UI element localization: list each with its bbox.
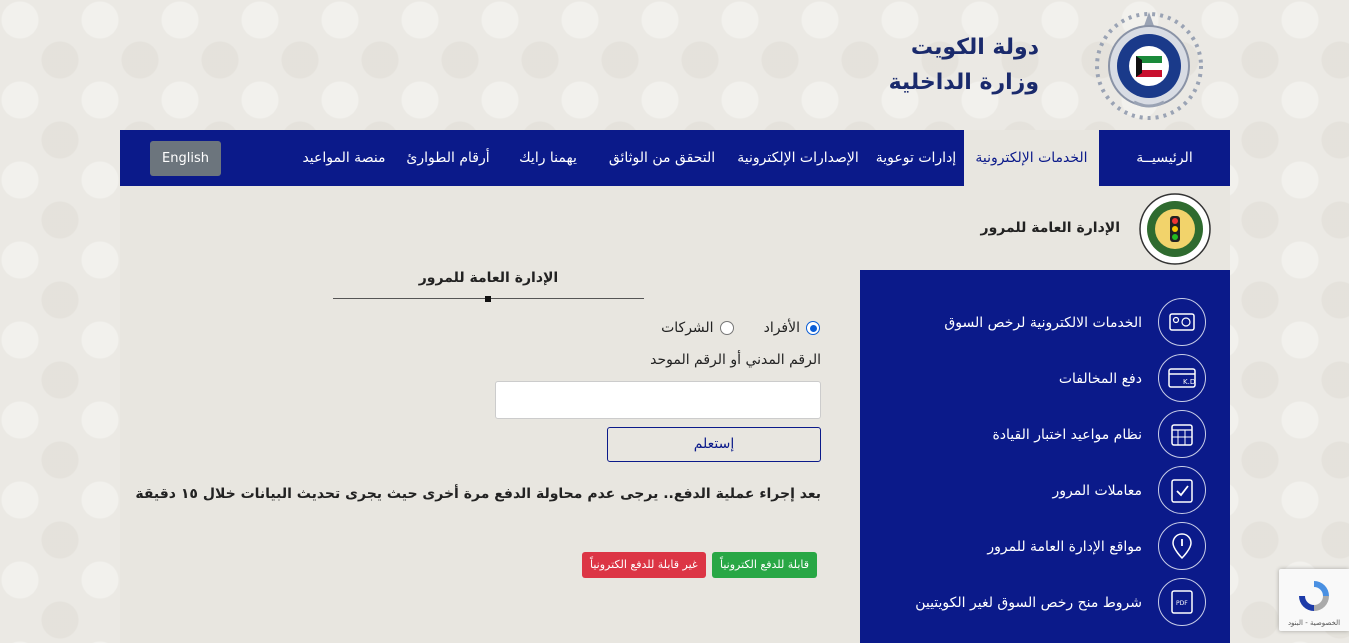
radio-individuals-label[interactable]: الأفراد: [763, 320, 800, 336]
pdf-document-icon: [1158, 578, 1206, 626]
service-label: دفع المخالفات: [1058, 371, 1142, 387]
customer-type-radios: [661, 320, 820, 336]
recaptcha-icon: [1295, 577, 1333, 615]
service-traffic-transactions[interactable]: [866, 466, 1206, 516]
not-payable-online-badge: غير قابلة للدفع الكترونياً: [582, 552, 706, 578]
radio-companies[interactable]: [720, 321, 734, 335]
nav-e-services[interactable]: الخدمات الإلكترونية: [964, 130, 1099, 186]
department-header: [860, 186, 1230, 270]
recaptcha-badge[interactable]: [1279, 569, 1349, 631]
civil-id-label: الرقم المدني أو الرقم الموحد: [650, 352, 821, 368]
license-card-icon: [1158, 298, 1206, 346]
service-license-conditions[interactable]: [866, 578, 1206, 628]
kd-card-icon: [1158, 354, 1206, 402]
ministry-line-1: دولة الكويت: [910, 35, 1039, 60]
payment-notice: بعد إجراء عملية الدفع.. يرجى عدم محاولة الدفع مرة أخرى حيث يجرى تحديث البيانات خلال ١٥ دقيقة: [135, 486, 821, 502]
payable-online-badge: قابلة للدفع الكترونياً: [712, 552, 817, 578]
civil-id-input[interactable]: [495, 381, 821, 419]
service-label: مواقع الإدارة العامة للمرور: [987, 539, 1142, 555]
service-pay-fines[interactable]: [866, 354, 1206, 404]
svg-text:PDF: PDF: [1176, 600, 1188, 607]
nav-feedback[interactable]: يهمنا رايك: [519, 150, 577, 166]
nav-emergency-numbers[interactable]: أرقام الطوارئ: [406, 150, 490, 166]
nav-verify-documents[interactable]: التحقق من الوثائق: [608, 150, 716, 166]
title-divider-dot: [485, 296, 491, 302]
map-pin-icon: [1158, 522, 1206, 570]
nav-home[interactable]: الرئيسيــة: [1136, 150, 1193, 166]
form-title: الإدارة العامة للمرور: [418, 270, 559, 286]
service-label: شروط منح رخص السوق لغير الكويتيين: [915, 595, 1142, 611]
kuwait-police-logo[interactable]: [1094, 4, 1204, 124]
traffic-department-logo: [1138, 192, 1212, 266]
services-panel: [860, 270, 1230, 643]
nav-e-publications[interactable]: الإصدارات الإلكترونية: [737, 150, 859, 166]
service-label: معاملات المرور: [1052, 483, 1142, 499]
query-button[interactable]: إستعلم: [607, 427, 821, 462]
nav-awareness[interactable]: إدارات توعوية: [875, 150, 957, 166]
service-label: الخدمات الالكترونية لرخص السوق: [944, 315, 1142, 331]
radio-companies-label[interactable]: الشركات: [661, 320, 714, 336]
ministry-line-2: وزارة الداخلية: [888, 70, 1039, 95]
service-locations[interactable]: [866, 522, 1206, 572]
english-language-button[interactable]: English: [150, 141, 221, 176]
main-navigation: [120, 130, 1230, 186]
nav-appointments[interactable]: منصة المواعيد: [302, 150, 386, 166]
recaptcha-terms[interactable]: الخصوصية - البنود: [1287, 619, 1341, 627]
radio-individuals[interactable]: [806, 321, 820, 335]
service-label: نظام مواعيد اختبار القيادة: [992, 427, 1142, 443]
calendar-icon: [1158, 410, 1206, 458]
ministry-title: [889, 30, 1039, 100]
main-content: [120, 186, 1230, 643]
svg-text:K.D: K.D: [1183, 378, 1196, 386]
clipboard-check-icon: [1158, 466, 1206, 514]
service-driving-test-appointments[interactable]: [866, 410, 1206, 460]
department-title: الإدارة العامة للمرور: [980, 220, 1120, 236]
service-driving-license[interactable]: [866, 298, 1206, 348]
